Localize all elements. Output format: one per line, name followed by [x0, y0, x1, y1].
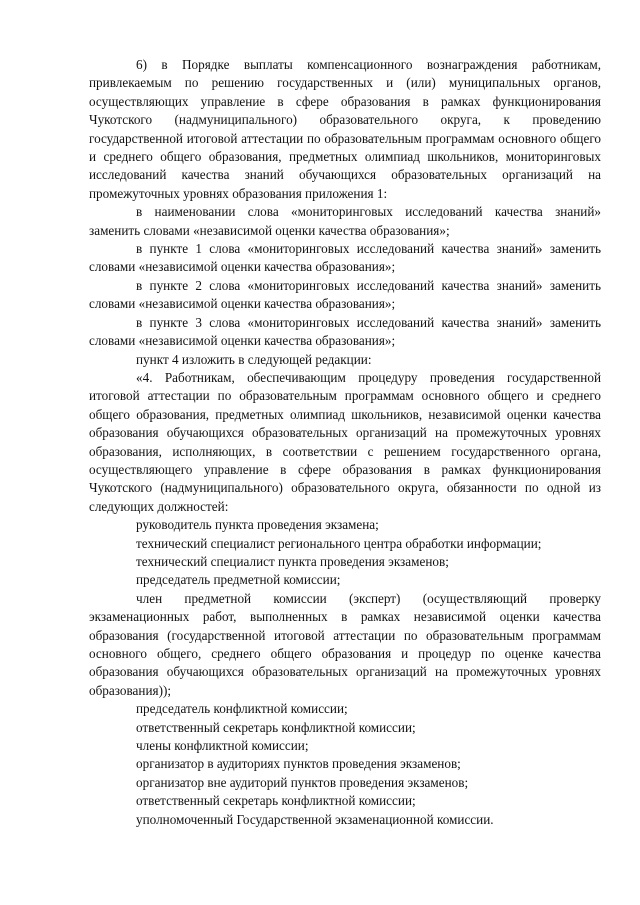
amendment-point-1: в пункте 1 слова «мониторинговых исследований качества знаний» заменить словами «независимой оценки качества образования»; — [89, 241, 601, 275]
position-list-item: председатель конфликтной комиссии; — [136, 701, 348, 717]
position-list-item: организатор в аудиториях пунктов проведения экзаменов; — [136, 756, 461, 772]
position-list-item: уполномоченный Государственной экзаменационной комиссии. — [136, 811, 494, 827]
amendment-point-3: в пункте 3 слова «мониторинговых исследований качества знаний» заменить словами «независимой оценки качества образования»; — [89, 314, 601, 349]
amendment-point-2: в пункте 2 слова «мониторинговых исследований качества знаний» заменить словами «независимой оценки качества образования»; — [89, 277, 601, 312]
position-list-item: организатор вне аудиторий пунктов проведения экзаменов; — [136, 774, 469, 790]
document-body — [89, 56, 601, 829]
position-list-item: член предметной комиссии (эксперт) (осуществляющий проверку экзаменационных работ, выполненных в рамках независимой оценки качества образования (государственной итоговой аттестации по образовательным программам основного общего, среднего общего образования и процедур по оценке качества образования обучающихся образовательных организаций на промежуточных уровнях образования)); — [89, 590, 601, 698]
amendment-point-4-intro: пункт 4 изложить в следующей редакции: — [136, 351, 372, 367]
amendment-title-paragraph: в наименовании слова «мониторинговых исследований качества знаний» заменить словами «независимой оценки качества образования»; — [89, 204, 601, 238]
position-list-item: технический специалист регионального центра обработки информации; — [136, 535, 542, 551]
position-list-item: члены конфликтной комиссии; — [136, 738, 309, 754]
position-list-item: руководитель пункта проведения экзамена; — [136, 517, 379, 533]
position-list-item: председатель предметной комиссии; — [136, 572, 341, 588]
position-list-item: технический специалист пункта проведения экзаменов; — [136, 553, 449, 569]
position-list-item: ответственный секретарь конфликтной комиссии; — [136, 793, 416, 809]
position-list-item: ответственный секретарь конфликтной комиссии; — [136, 719, 416, 735]
amendment-paragraph-6: 6) в Порядке выплаты компенсационного вознаграждения работникам, привлекаемым по решению государственных и (или) муниципальных органов, осуществляющих управление в сфере образования в рамках функционирования Чукотского (надмуниципального) образовательного округа, к проведению государственной итоговой аттестации по образовательным программам основного общего и среднего общего образования, предметных олимпиад школьников, мониторинговых исследований качества знаний обучающихся образовательных организаций на промежуточных уровнях образования приложения 1: — [89, 57, 601, 201]
point-4-new-text: «4. Работникам, обеспечивающим процедуру проведения государственной итоговой аттестации по образовательным программам основного общего и среднего общего образования, предметных олимпиад школьников, независимой оценки качества образования обучающихся образовательных организаций на промежуточных уровнях образования, исполняющих, в соответствии с решением государственного органа, осуществляющего управление в сфере образования в рамках функционирования Чукотского (надмуниципального) образовательного округа, обязанности по одной из следующих должностей: — [89, 369, 601, 514]
